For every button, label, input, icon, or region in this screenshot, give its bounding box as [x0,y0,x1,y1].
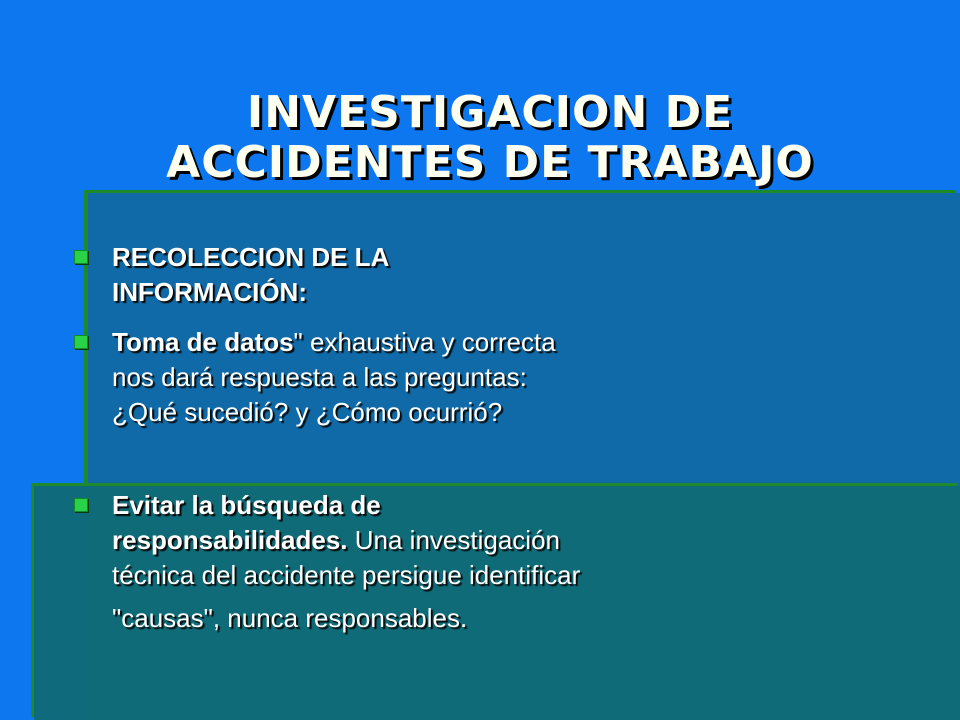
slide-title [100,88,880,188]
bullet-text [112,488,582,636]
bullet-bold-text: Toma de datos [112,327,294,357]
bullet-normal-text: " exhaustiva y correcta nos dará respuesta a las preguntas: ¿Qué sucedió? y ¿Cómo ocurrió? [112,327,556,427]
bullet-bold-text: RECOLECCION DE LA INFORMACIÓN: [112,242,389,307]
bullet-normal-text: Una investigación técnica del accidente persigue identificar [112,525,581,590]
bullet-item-2 [72,325,572,465]
bullet-item-1 [72,240,572,310]
title-line-2: ACCIDENTES DE TRABAJO [166,137,814,188]
green-square-bullet-icon [74,498,88,512]
green-square-bullet-icon [74,335,88,349]
bullet-text [112,325,582,430]
bullet-final-line: "causas", nunca responsables. [112,603,468,633]
green-square-bullet-icon [74,250,88,264]
bullet-item-3 [72,488,581,688]
bullet-text [112,240,582,310]
title-line-1: INVESTIGACION DE [246,87,734,138]
bullet-bold-text: Evitar la búsqueda de responsabilidades. [112,490,381,555]
